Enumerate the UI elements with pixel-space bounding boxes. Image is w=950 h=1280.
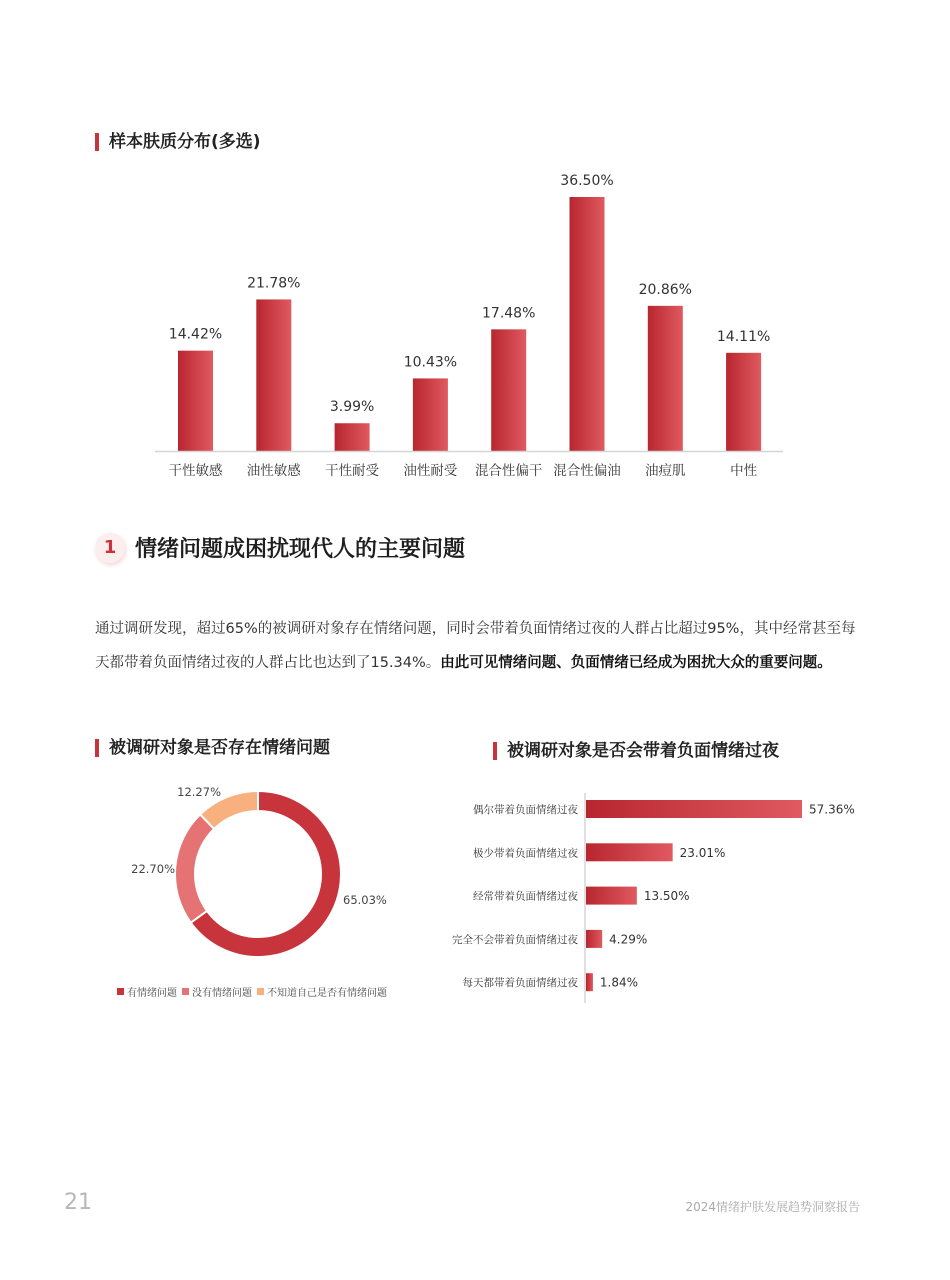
emotion-issue-section-title: 被调研对象是否存在情绪问题 xyxy=(95,738,330,758)
donut-legend xyxy=(117,984,387,999)
hbar-1 xyxy=(586,800,802,818)
footer-report-title: 2024情绪护肤发展趋势洞察报告 xyxy=(685,1200,860,1214)
hbar-category-label: 极少带着负面情绪过夜 xyxy=(473,847,578,860)
category-label: 干性耐受 xyxy=(325,463,380,479)
bar-value-label: 14.11% xyxy=(716,328,771,345)
hbar-value-label: 13.50% xyxy=(643,889,690,904)
bar-8 xyxy=(726,353,761,451)
section-number-badge: 1 xyxy=(95,533,125,563)
hbar-3 xyxy=(586,887,637,905)
bar-2 xyxy=(256,299,291,451)
page-number: 21 xyxy=(64,1190,92,1215)
category-label: 混合性偏油 xyxy=(553,463,621,479)
slice-value-label: 65.03% xyxy=(343,893,387,907)
bar-5 xyxy=(491,329,526,451)
donut-slice-2 xyxy=(175,814,214,922)
hbar-category-label: 偶尔带着负面情绪过夜 xyxy=(473,804,578,816)
bar-6 xyxy=(570,197,605,451)
hbar-value-label: 57.36% xyxy=(809,802,855,817)
legend-label: 有情绪问题 xyxy=(127,988,177,999)
category-label: 混合性偏干 xyxy=(474,463,543,479)
emotion-issue-donut-chart xyxy=(95,775,425,975)
bar-value-label: 21.78% xyxy=(247,275,301,292)
category-label: 油性敏感 xyxy=(246,463,301,479)
legend-label: 不知道自己是否有情绪问题 xyxy=(267,988,387,999)
summary-paragraph xyxy=(95,612,865,680)
bar-1 xyxy=(178,351,213,451)
bar-value-label: 36.50% xyxy=(560,173,614,189)
legend-swatch xyxy=(117,988,124,995)
overnight-emotion-section-title: 被调研对象是否会带着负面情绪过夜 xyxy=(493,741,779,761)
category-label: 中性 xyxy=(730,463,758,479)
category-label: 油痘肌 xyxy=(645,463,686,479)
bar-value-label: 3.99% xyxy=(329,399,375,416)
skin-type-section-title: 样本肤质分布(多选) xyxy=(95,132,261,152)
hbar-category-label: 每天都带着负面情绪过夜 xyxy=(462,977,578,990)
summary-normal-text: 通过调研发现，超过65%的被调研对象存在情绪问题，同时会带着负面情绪过夜的人群占比超过95%，其中经常甚至每天都带着负面情绪过夜的人群占比也达到了15.34%。 xyxy=(95,621,856,671)
bar-3 xyxy=(335,423,370,451)
category-label: 油性耐受 xyxy=(403,463,458,479)
category-label: 干性敏感 xyxy=(168,463,223,479)
hbar-value-label: 4.29% xyxy=(609,932,648,947)
skin-type-bar-chart xyxy=(150,165,790,485)
bar-4 xyxy=(413,378,448,451)
legend-swatch xyxy=(182,988,189,995)
bar-value-label: 17.48% xyxy=(482,305,536,322)
legend-label: 没有情绪问题 xyxy=(192,988,252,999)
slice-value-label: 22.70% xyxy=(131,862,175,876)
bar-value-label: 20.86% xyxy=(638,281,692,298)
section-heading xyxy=(95,532,465,563)
hbar-value-label: 1.84% xyxy=(599,975,639,990)
legend-item xyxy=(182,984,252,999)
section-heading-text: 情绪问题成困扰现代人的主要问题 xyxy=(135,537,466,562)
bar-value-label: 10.43% xyxy=(403,354,458,371)
legend-swatch xyxy=(257,988,264,995)
bar-value-label: 14.42% xyxy=(168,326,223,343)
hbar-2 xyxy=(586,843,673,861)
summary-bold-text: 由此可见情绪问题、负面情绪已经成为困扰大众的重要问题。 xyxy=(440,655,832,671)
hbar-category-label: 经常带着负面情绪过夜 xyxy=(473,890,578,903)
legend-item xyxy=(257,984,387,999)
hbar-4 xyxy=(586,930,602,948)
legend-item xyxy=(117,984,177,999)
hbar-5 xyxy=(586,973,593,991)
hbar-category-label: 完全不会带着负面情绪过夜 xyxy=(452,933,578,946)
overnight-emotion-bar-chart xyxy=(430,785,870,1005)
hbar-value-label: 23.01% xyxy=(679,845,726,860)
bar-7 xyxy=(648,306,683,451)
slice-value-label: 12.27% xyxy=(177,785,221,799)
